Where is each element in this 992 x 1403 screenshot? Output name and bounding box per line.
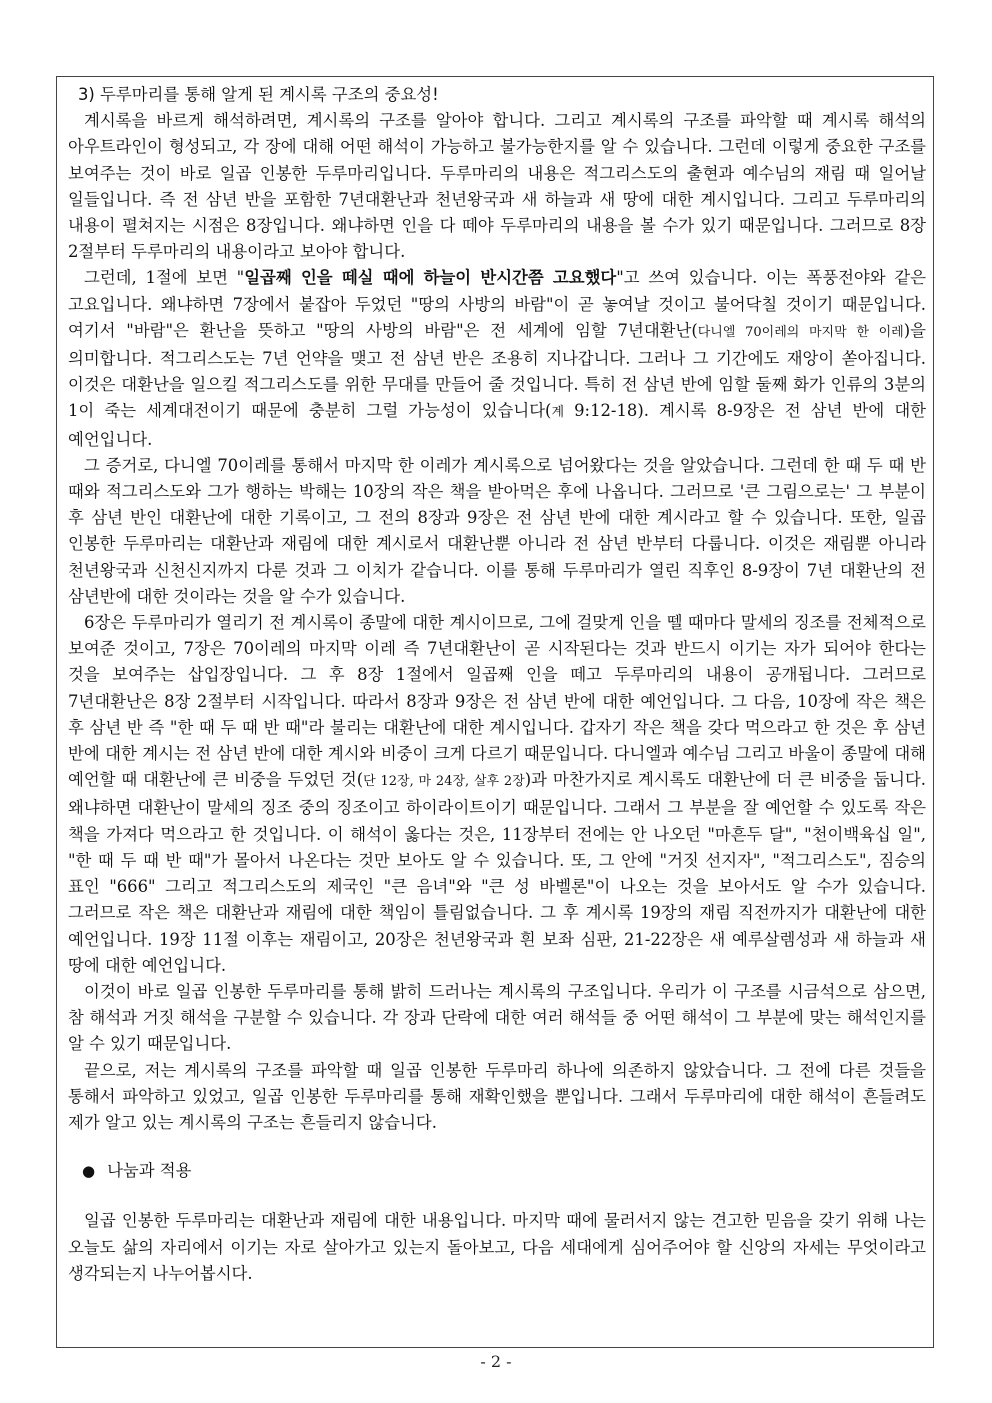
document-body (68, 82, 926, 1287)
paragraph-2-text-b: "고 쓰여 있습니다. 이는 폭풍전야와 같은 고요입니다. 왜냐하면 7장에서 붙잡아 두었던 "땅의 사방의 바람"이 곧 놓여날 것이고 불어닥칠 것이기 때문입니다. 여기서 "바람"은 환난을 뜻하고 "땅의 사방의 바람"은 전 세계에 임할 7년대환난( (68, 268, 926, 340)
closing-paragraph: 일곱 인봉한 두루마리는 대환난과 재림에 대한 내용입니다. 마지막 때에 물러서지 않는 견고한 믿음을 갖기 위해 나는 오늘도 삶의 자리에서 이기는 자로 살아가고 있는지 돌아보고, 다음 세대에게 심어주어야 할 신앙의 자세는 무엇이라고 생각되는지 나누어봅시다. (68, 1211, 926, 1283)
paragraph-3: 그 증거로, 다니엘 70이레를 통해서 마지막 한 이레가 계시록으로 넘어왔다는 것을 알았습니다. 그런데 한 때 두 때 반 때와 적그리스도와 그가 행하는 박해는 10장의 작은 책을 받아먹은 후에 나옵니다. 그러므로 '큰 그림으로는' 그 부분이 후 삼년 반인 대환난에 대한 기록이고, 그 전의 8장과 9장은 전 삼년 반에 대한 계시라고 할 수 있습니다. 또한, 일곱 인봉한 두루마리는 대환난과 재림에 대한 계시로서 대환난뿐 아니라 전 삼년 반부터 다룹니다. 이것은 재림뿐 아니라 천년왕국과 신천신지까지 다룬 것과 그 이치가 같습니다. 이를 통해 두루마리가 열린 직후인 8-9장이 7년 대환난의 전 삼년반에 대한 것이라는 것을 알 수가 있습니다. (68, 455, 926, 606)
section-heading: 3) 두루마리를 통해 알게 된 계시록 구조의 중요성! (78, 85, 439, 104)
paragraph-2-small-note-1: 다니엘 70이레의 마지막 한 이레 (697, 324, 904, 340)
paragraph-4 (68, 610, 926, 979)
sharing-section-title: 나눔과 적용 (107, 1161, 192, 1181)
paragraph-2-text-d: 9:12-18). 계시록 8-9장은 전 삼년 반에 대한 예언입니다. (68, 401, 926, 449)
paragraph-4-text-b: )과 마찬가지로 계시록도 대환난에 더 큰 비중을 둡니다. 왜냐하면 대환난이 말세의 징조 중의 징조이고 하이라이트이기 때문입니다. 그래서 그 부분을 잘 예언할 수 있도록 작은 책을 가져다 먹으라고 한 것입니다. 이 해석이 옳다는 것은, 11장부터 전에는 안 나오던 "마흔두 달", "천이백육십 일", "한 때 두 때 반 때"가 몰아서 나온다는 것만 보아도 알 수 있습니다. 또, 그 안에 "거짓 선지자", "적그리스도", 짐승의 표인 "666" 그리고 적그리스도의 제국인 "큰 음녀"와 "큰 성 바벨론"이 나오는 것을 보아서도 알 수가 있습니다. 그러므로 작은 책은 대환난과 재림에 대한 책임이 틀림없습니다. 그 후 계시록 19장의 재림 직전까지가 대환난에 대한 예언입니다. 19장 11절 이후는 재림이고, 20장은 천년왕국과 흰 보좌 심판, 21-22장은 새 예루살렘성과 새 하늘과 새 땅에 대한 예언입니다. (68, 770, 927, 975)
paragraph-2-text-c: )을 의미합니다. 적그리스도는 7년 언약을 맺고 전 삼년 반은 조용히 지나갑니다. 그러나 그 기간에도 재앙이 쏟아집니다. 이것은 대환난을 일으킬 적그리스도를 위한 무대를 만들어 줄 것입니다. 특히 전 삼년 반에 임할 둘째 화가 인류의 3분의 1이 죽는 세계대전이기 때문에 충분히 그럴 가능성이 있습니다( (68, 320, 926, 421)
page-number: - 2 - (480, 1352, 512, 1371)
paragraph-6: 끝으로, 저는 계시록의 구조를 파악할 때 일곱 인봉한 두루마리 하나에 의존하지 않았습니다. 그 전에 다른 것들을 통해서 파악하고 있었고, 일곱 인봉한 두루마리를 통해 재확인했을 뿐입니다. 그래서 두루마리에 대한 해석이 흔들려도 제가 알고 있는 계시록의 구조는 흔들리지 않습니다. (68, 1060, 926, 1132)
paragraph-4-text-a: 6장은 두루마리가 열리기 전 계시록이 종말에 대한 계시이므로, 그에 걸맞게 인을 뗄 때마다 말세의 징조를 전체적으로 보여준 것이고, 7장은 70이레의 마지막 이레 즉 7년대환난이 곧 시작된다는 것과 반드시 이기는 자가 되어야 한다는 것을 보여주는 삽입장입니다. 그 후 8장 1절에서 일곱째 인을 떼고 두루마리의 내용이 공개됩니다. 그러므로 7년대환난은 8장 2절부터 시작입니다. 따라서 8장과 9장은 전 삼년 반에 대한 예언입니다. 그 다음, 10장에 작은 책은 후 삼년 반 즉 "한 때 두 때 반 때"라 불리는 대환난에 대한 계시입니다. 갑자기 작은 책을 갖다 먹으라고 한 것은 후 삼년 반에 대한 계시는 전 삼년 반에 대한 계시와 비중이 크게 다르기 때문입니다. 다니엘과 예수님 그리고 바울이 종말에 대해 예언할 때 대환난에 큰 비중을 두었던 것( (68, 613, 926, 790)
paragraph-1: 계시록을 바르게 해석하려면, 계시록의 구조를 알아야 합니다. 그리고 계시록의 구조를 파악할 때 계시록 해석의 아우트라인이 형성되고, 각 장에 대해 어떤 해석이 가능하고 불가능한지를 알 수 있습니다. 그런데 이렇게 중요한 구조를 보여주는 것이 바로 일곱 인봉한 두루마리입니다. 두루마리의 내용은 적그리스도의 출현과 예수님의 재림 때 일어날 일들입니다. 즉 전 삼년 반을 포함한 7년대환난과 천년왕국과 새 하늘과 새 땅에 대한 계시입니다. 그리고 두루마리의 내용이 펼쳐지는 시점은 8장입니다. 왜냐하면 인을 다 떼야 두루마리의 내용을 볼 수가 있기 때문입니다. 그러므로 8장 2절부터 두루마리의 내용이라고 보아야 합니다. (68, 111, 926, 262)
paragraph-2-bold-quote: 일곱째 인을 떼실 때에 하늘이 반시간쯤 고요했다 (244, 268, 617, 288)
paragraph-2-small-note-2: 계 (551, 405, 565, 421)
paragraph-5: 이것이 바로 일곱 인봉한 두루마리를 통해 밝히 드러나는 계시록의 구조입니다. 우리가 이 구조를 시금석으로 삼으면, 참 해석과 거짓 해석을 구분할 수 있습니다. 각 장과 단락에 대한 여러 해석들 중 어떤 해석이 그 부분에 맞는 해석인지를 알 수 있기 때문입니다. (68, 981, 926, 1054)
sharing-section-header (82, 1158, 926, 1184)
paragraph-2-text-a: 그런데, 1절에 보면 " (84, 268, 245, 288)
paragraph-2 (68, 265, 926, 452)
bullet-icon: ● (82, 1162, 96, 1181)
paragraph-4-small-note: 단 12장, 마 24장, 살후 2장 (363, 774, 525, 790)
